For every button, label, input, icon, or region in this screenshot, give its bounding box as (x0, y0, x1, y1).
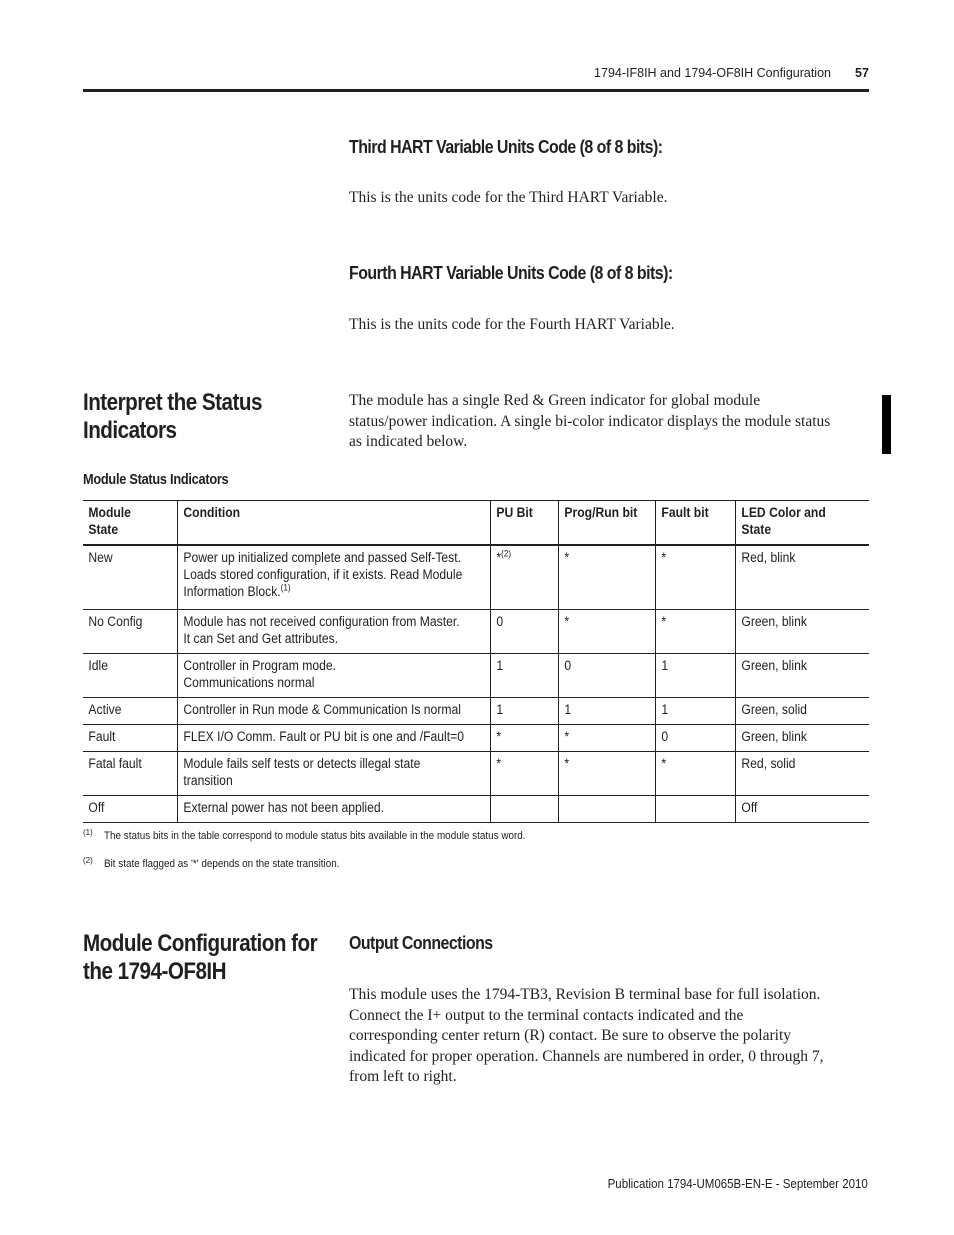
status-section-heading (83, 389, 262, 445)
paragraph-line: from left to right. (349, 1068, 457, 1085)
header-pu-bit: PU Bit (490, 501, 558, 546)
paragraph-line: This module uses the 1794-TB3, Revision B terminal base for full isolation. (349, 986, 821, 1003)
cell-condition: Module fails self tests or detects illegal state transition (177, 751, 490, 795)
cell-state: Active (88, 701, 122, 717)
status-heading-line: Interpret the Status (83, 389, 262, 416)
footnote-ref: (2) (500, 548, 511, 559)
cell-fault: 1 (655, 653, 735, 697)
cell-condition: Controller in Run mode & Communication Is normal (177, 697, 490, 724)
cell-condition: FLEX I/O Comm. Fault or PU bit is one and /Fault=0 (177, 724, 490, 751)
cell-condition: External power has not been applied. (177, 795, 490, 822)
status-intro-line: The module has a single Red & Green indicator for global module (349, 392, 761, 409)
status-intro-line: as indicated below. (349, 433, 468, 450)
cell-prog-run: 1 (558, 697, 655, 724)
publication-footer: Publication 1794-UM065B-EN-E - September 2010 (607, 1177, 868, 1191)
third-units-heading: Third HART Variable Units Code (8 of 8 bits): (349, 136, 663, 157)
paragraph-line: corresponding center return (R) contact. Be sure to observe the polarity (349, 1027, 792, 1044)
table-row (83, 653, 869, 697)
table-row (83, 697, 869, 724)
header-module-state: Module State (88, 505, 131, 537)
cell-fault: 1 (655, 697, 735, 724)
cell-prog-run: * (558, 751, 655, 795)
cell-led: Green, blink (735, 653, 869, 697)
cell-fault: * (655, 609, 735, 653)
footnote-mark: (1) (83, 828, 93, 837)
header-condition: Condition (177, 501, 490, 546)
cell-prog-run: 0 (558, 653, 655, 697)
table-caption: Module Status Indicators (83, 472, 229, 488)
footnote-text: The status bits in the table correspond to module status bits available in the module status word. (104, 830, 526, 842)
paragraph-line: Connect the I+ output to the terminal contacts indicated and the (349, 1006, 744, 1024)
status-heading-line: Indicators (83, 417, 177, 444)
table-row (83, 795, 869, 822)
footnote-ref: (1) (280, 582, 291, 593)
cell-prog-run: * (558, 724, 655, 751)
status-intro-line: status/power indication. A single bi-color indicator displays the module status (349, 412, 831, 430)
header-prog-run-bit: Prog/Run bit (558, 501, 655, 546)
header-fault-bit: Fault bit (655, 501, 735, 546)
third-units-text: This is the units code for the Third HART Variable. (349, 189, 668, 206)
cell-fault: 0 (655, 724, 735, 751)
config-heading-line: Module Configuration for (83, 930, 318, 957)
cell-condition: Controller in Program mode. Communications normal (177, 653, 490, 697)
cell-state: Off (88, 799, 105, 815)
cell-fault: * (655, 545, 735, 609)
cell-led: Red, blink (735, 545, 869, 609)
cell-state: Fatal fault (88, 755, 142, 771)
footnote-text: Bit state flagged as '*' depends on the state transition. (104, 858, 340, 870)
table-row (83, 545, 869, 609)
status-intro (349, 391, 830, 453)
cell-state: Idle (88, 657, 109, 673)
table-row (83, 751, 869, 795)
cell-led: Red, solid (735, 751, 869, 795)
table-header-row (83, 501, 869, 546)
cell-prog-run: * (558, 609, 655, 653)
table-row (83, 609, 869, 653)
running-header: 1794-IF8IH and 1794-OF8IH Configuration (594, 66, 831, 80)
cell-fault (655, 795, 735, 822)
header-led-color: LED Color and State (735, 501, 869, 546)
cell-state: New (88, 550, 113, 565)
header-rule (83, 89, 869, 92)
footnote-mark: (2) (83, 856, 93, 865)
cell-prog-run (558, 795, 655, 822)
cell-condition: Module has not received configuration from Master. It can Set and Get attributes. (177, 609, 490, 653)
cell-pu-bit: * (490, 724, 558, 751)
cell-pu-bit: 1 (490, 697, 558, 724)
fourth-units-text: This is the units code for the Fourth HART Variable. (349, 316, 675, 333)
cell-led: Off (735, 795, 869, 822)
fourth-units-heading: Fourth HART Variable Units Code (8 of 8 bits): (349, 262, 673, 283)
cell-pu-bit: * (490, 751, 558, 795)
cell-state: No Config (88, 613, 143, 629)
cell-led: Green, blink (735, 609, 869, 653)
cell-state: Fault (88, 728, 116, 744)
cell-led: Green, blink (735, 724, 869, 751)
cell-pu-bit: *$^{(2)}$ (490, 545, 558, 609)
output-connections-text (349, 985, 824, 1088)
cell-pu-bit: 0 (490, 609, 558, 653)
config-heading-line: the 1794-OF8IH (83, 958, 227, 985)
chapter-thumb-tab (882, 395, 891, 454)
cell-condition: Power up initialized complete and passed Self-Test. Loads stored configuration, if it exists. Read Module Information Block.$^{(1)}$ (177, 545, 490, 609)
module-status-table (83, 500, 869, 823)
cell-fault: * (655, 751, 735, 795)
config-section-heading (83, 930, 317, 986)
paragraph-line: indicated for proper operation. Channels are numbered in order, 0 through 7, (349, 1047, 824, 1065)
cell-led: Green, solid (735, 697, 869, 724)
output-connections-heading: Output Connections (349, 932, 493, 953)
table-row (83, 724, 869, 751)
page-number: 57 (855, 66, 869, 80)
cell-prog-run: * (558, 545, 655, 609)
cell-pu-bit: 1 (490, 653, 558, 697)
